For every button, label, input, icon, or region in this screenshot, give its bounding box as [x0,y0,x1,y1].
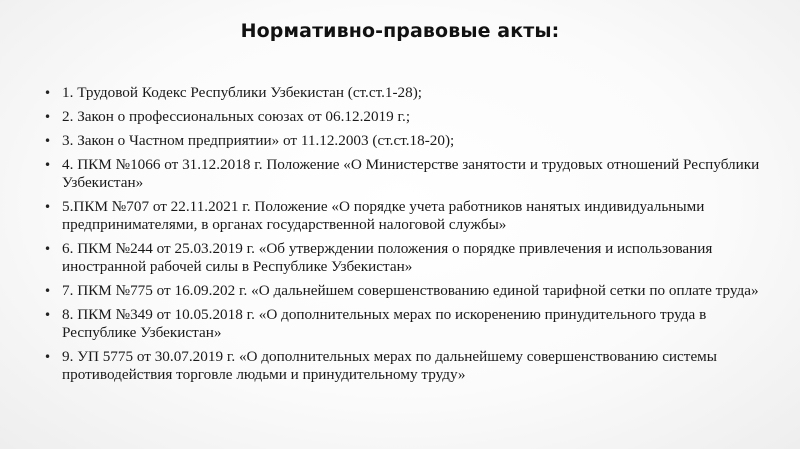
list-item-text: 4. ПКМ №1066 от 31.12.2018 г. Положение «О Министерстве занятости и трудовых отношений Республики Узбекистан» [62,156,760,191]
legal-acts-list [44,84,774,390]
list-item [44,240,774,276]
list-item [44,84,774,102]
bullet-icon: • [44,134,52,148]
list-item-text: 1. Трудовой Кодекс Республики Узбекистан (ст.ст.1-28); [62,84,422,101]
bullet-icon: • [44,110,52,124]
bullet-icon: • [44,200,52,214]
list-item-text: 7. ПКМ №775 от 16.09.202 г. «О дальнейшем совершенствованию единой тарифной сетки по оплате труда» [62,282,759,299]
list-item [44,132,774,150]
list-item [44,156,774,192]
list-item-text: 6. ПКМ №244 от 25.03.2019 г. «Об утверждении положения о порядке привлечения и использования иностранной рабочей силы в Республике Узбекистан» [62,240,713,275]
bullet-icon: • [44,242,52,256]
list-item-text: 9. УП 5775 от 30.07.2019 г. «О дополнительных мерах по дальнейшему совершенствованию системы противодействия торговле людьми и принудительному труду» [62,348,717,383]
list-item-text: 8. ПКМ №349 от 10.05.2018 г. «О дополнительных мерах по искоренению принудительного труда в Республике Узбекистан» [62,306,707,341]
bullet-icon: • [44,86,52,100]
bullet-icon: • [44,350,52,364]
list-item-text: 2. Закон о профессиональных союзах от 06.12.2019 г.; [62,108,411,125]
list-item [44,348,774,384]
list-item-text: 5.ПКМ №707 от 22.11.2021 г. Положение «О порядке учета работников нанятых индивидуальными предпринимателями, в органах государственной налоговой службы» [62,198,705,233]
bullet-icon: • [44,158,52,172]
slide-title: Нормативно-правовые акты: [240,20,560,42]
list-item [44,282,774,300]
list-item [44,306,774,342]
list-item [44,108,774,126]
bullet-icon: • [44,284,52,298]
list-item-text: 3. Закон о Частном предприятии» от 11.12.2003 (ст.ст.18-20); [62,132,455,149]
list-item [44,198,774,234]
bullet-icon: • [44,308,52,322]
